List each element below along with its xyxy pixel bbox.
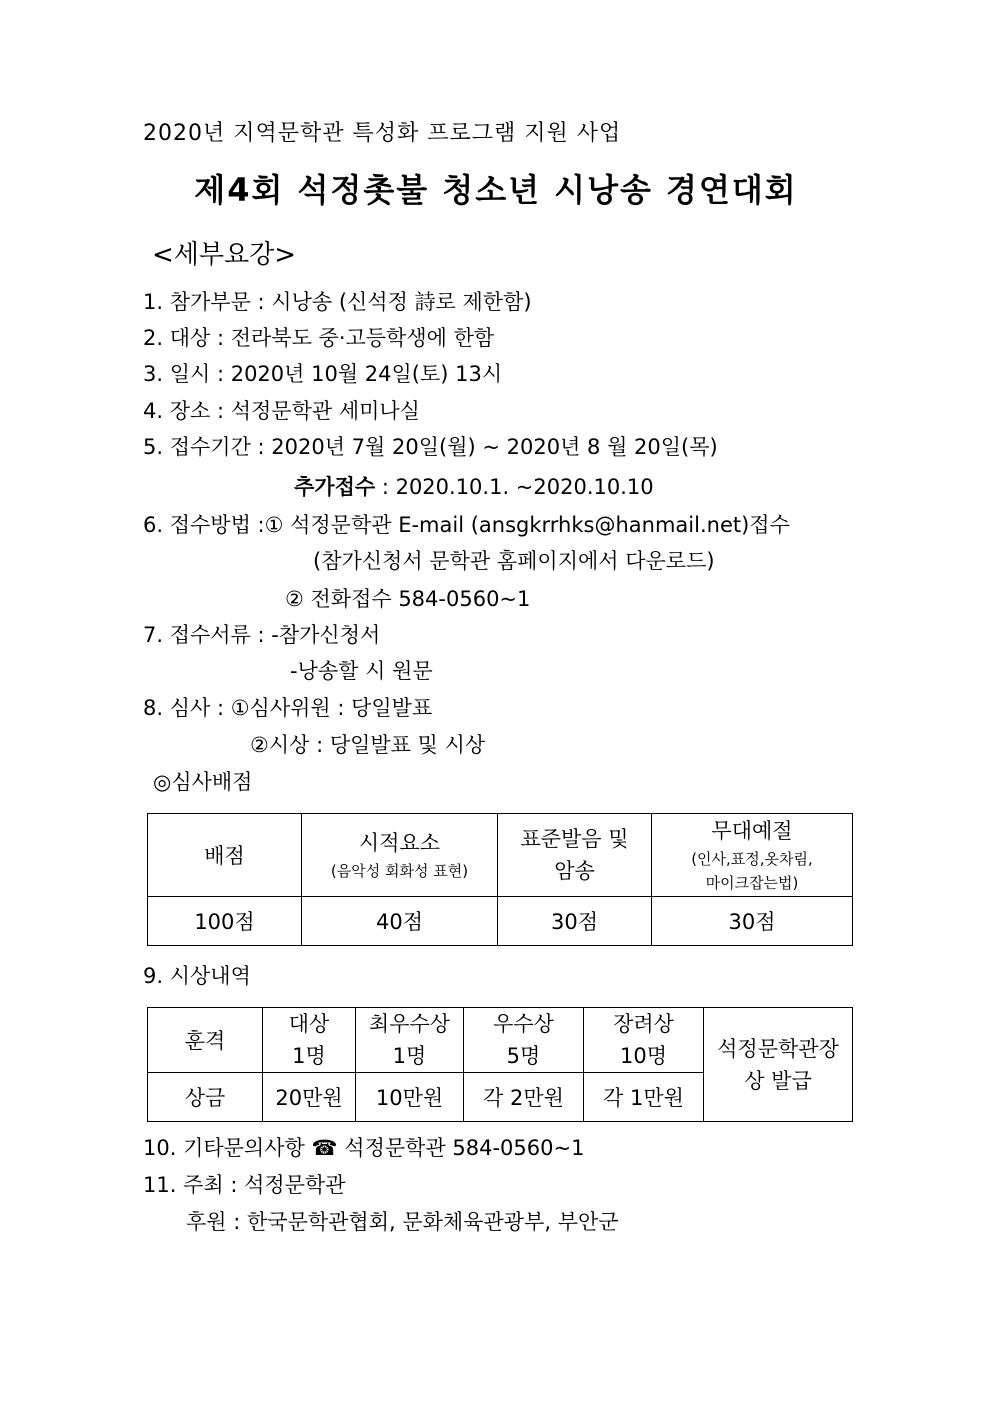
award-merit-prize-money: 각 2만원 [464, 1073, 584, 1122]
section-subhead: <세부요강> [152, 240, 297, 270]
awards-table [147, 1007, 853, 1122]
scoring-value-poetic: 40점 [302, 897, 498, 946]
award-excellence-prize-name: 최우수상 [368, 1012, 451, 1036]
scoring-header-manners-sub1: (인사,표정,옷차림, [691, 850, 813, 868]
scoring-header-poetic-sub: (음악성 회화성 표현) [330, 862, 469, 880]
item-extra-application [294, 473, 654, 501]
scoring-header-manners [652, 814, 853, 897]
scoring-table [147, 813, 853, 946]
award-grand-prize-money: 20만원 [263, 1073, 356, 1122]
scoring-header-pronunciation [498, 814, 652, 897]
extra-application-dates: : 2020.10.1. ~2020.10.10 [375, 475, 654, 499]
scoring-header-points: 배점 [148, 814, 302, 897]
item-category: 1. 참가부문 : 시낭송 (신석정 詩로 제한함) [143, 290, 532, 314]
program-supertitle: 2020년 지역문학관 특성화 프로그램 지원 사업 [143, 121, 622, 146]
item-inquiries: 10. 기타문의사항 ☎ 석정문학관 584-0560~1 [143, 1136, 585, 1160]
award-grand-prize [263, 1008, 356, 1073]
award-encouragement-prize-name: 장려상 [613, 1012, 674, 1036]
award-merit-prize [464, 1008, 584, 1073]
award-excellence-prize [356, 1008, 464, 1073]
scoring-label: ◎심사배점 [153, 770, 253, 794]
scoring-header-pronunciation-2: 암송 [554, 859, 595, 883]
award-merit-prize-count: 5명 [506, 1044, 541, 1068]
award-grand-prize-count: 1명 [292, 1044, 326, 1068]
item-application-method: 6. 접수방법 :① 석정문학관 E-mail (ansgkrrhks@hanmail.net)접수 [143, 513, 790, 537]
scoring-header-poetic-main: 시적요소 [358, 831, 441, 855]
scoring-header-manners-sub2: 마이크잡는법) [705, 874, 799, 892]
item-judging: 8. 심사 : ①심사위원 : 당일발표 [143, 696, 433, 720]
scoring-value-pronunciation: 30점 [498, 897, 652, 946]
award-row-label-prize: 상금 [148, 1073, 263, 1122]
award-excellence-prize-money: 10만원 [356, 1073, 464, 1122]
item-application-period: 5. 접수기간 : 2020년 7월 20일(월) ~ 2020년 8 월 20일(목) [143, 435, 718, 459]
scoring-header-pronunciation-1: 표준발음 및 [520, 827, 629, 851]
scoring-value-total: 100점 [148, 897, 302, 946]
item-host: 11. 주최 : 석정문학관 [143, 1173, 346, 1197]
item-documents-2: -낭송할 시 원문 [290, 659, 433, 683]
extra-application-label: 추가접수 [294, 475, 376, 499]
award-grand-prize-name: 대상 [288, 1012, 330, 1036]
scoring-value-manners: 30점 [652, 897, 853, 946]
scoring-header-poetic [302, 814, 498, 897]
award-note-line1: 석정문학관장 [717, 1036, 839, 1061]
award-encouragement-prize-money: 각 1만원 [584, 1073, 704, 1122]
item-awards: 9. 시상내역 [143, 964, 251, 988]
award-encouragement-prize-count: 10명 [619, 1044, 667, 1068]
award-merit-prize-name: 우수상 [493, 1012, 554, 1036]
scoring-header-manners-main: 무대예절 [711, 819, 793, 843]
award-note-line2: 상 발급 [744, 1068, 812, 1093]
item-application-note: (참가신청서 문학관 홈페이지에서 다운로드) [313, 549, 715, 573]
award-row-label-rank: 훈격 [148, 1008, 263, 1073]
item-datetime: 3. 일시 : 2020년 10월 24일(토) 13시 [143, 362, 503, 386]
item-judging-2: ②시상 : 당일발표 및 시상 [250, 733, 486, 757]
award-excellence-prize-count: 1명 [392, 1044, 427, 1068]
page-title: 제4회 석정촛불 청소년 시낭송 경연대회 [194, 171, 798, 209]
award-note [704, 1008, 853, 1122]
item-eligibility: 2. 대상 : 전라북도 중·고등학생에 한함 [143, 326, 495, 350]
item-venue: 4. 장소 : 석정문학관 세미나실 [143, 399, 420, 423]
item-sponsors: 후원 : 한국문학관협회, 문화체육관광부, 부안군 [186, 1210, 619, 1234]
award-encouragement-prize [584, 1008, 704, 1073]
item-application-phone: ② 전화접수 584-0560~1 [285, 587, 531, 611]
item-documents: 7. 접수서류 : -참가신청서 [143, 623, 381, 647]
